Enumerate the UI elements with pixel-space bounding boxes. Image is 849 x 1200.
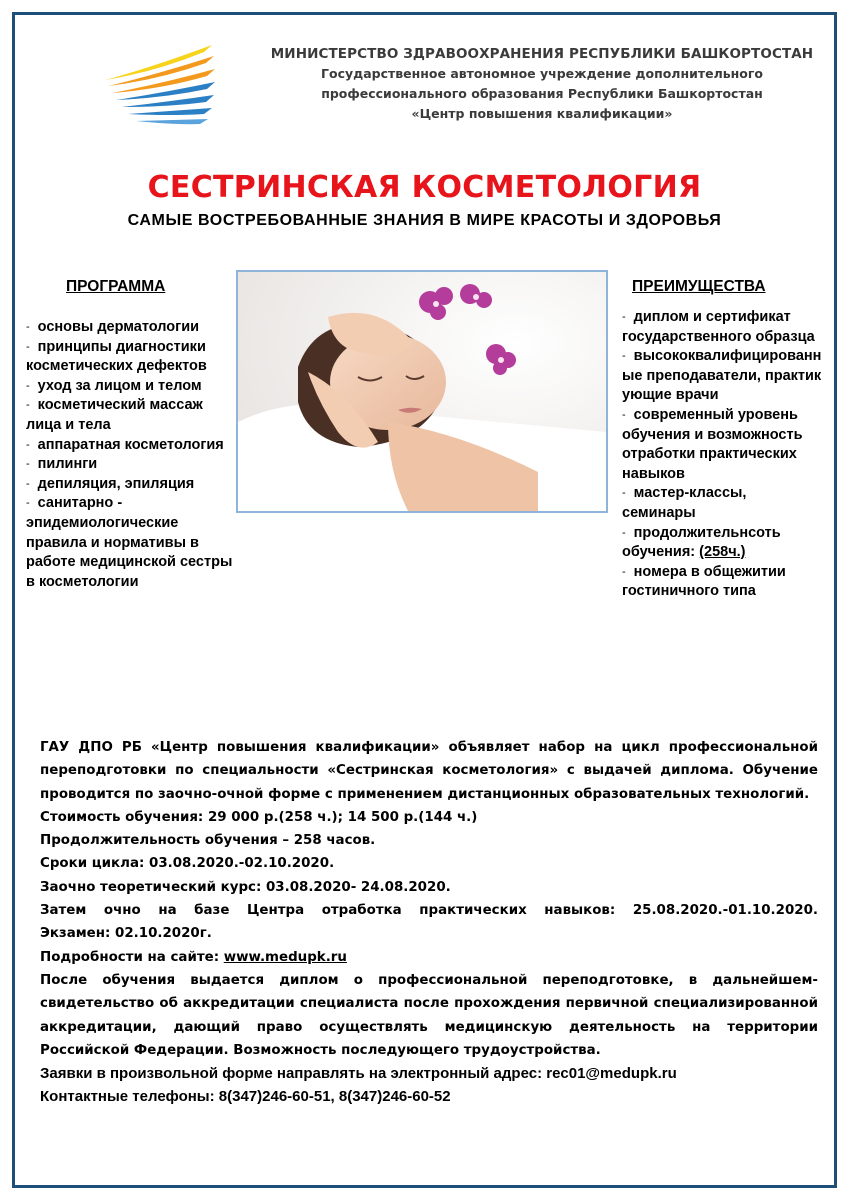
announcement-text [40,736,818,1109]
advantages-list [622,308,822,602]
site-line: Подробности на сайте: www.medupk.ru [40,949,347,965]
institution-line-2: профессионального образования Республики Башкортостан [321,86,763,101]
program-heading: ПРОГРАММА [66,278,166,295]
list-item: - основы дерматологии [26,319,200,335]
program-list [26,318,238,592]
list-item: - высококвалифицированные преподаватели, практикующие врачи [622,348,822,404]
page-subtitle: САМЫЕ ВОСТРЕБОВАННЫЕ ЗНАНИЯ В МИРЕ КРАСОТЫ И ЗДОРОВЬЯ [127,212,722,229]
list-item: - уход за лицом и телом [26,377,202,394]
exam-line: Экзамен: 02.10.2020г. [40,926,212,942]
institution-line-3: «Центр повышения квалификации» [411,106,673,121]
dates-line: Сроки цикла: 03.08.2020.-02.10.2020. [40,856,335,872]
list-item: - принципы диагностики косметических дефектов [26,338,207,375]
phones-line: Контактные телефоны: 8(347)246-60-51, 8(347)246-60-52 [40,1088,451,1106]
list-item: - мастер-классы, семинары [622,485,747,521]
list-item: - диплом и сертификат государственного образца [622,309,815,345]
cost-line: Стоимость обучения: 29 000 р.(258 ч.); 14 500 р.(144 ч.) [40,809,478,825]
institution-header [268,44,816,124]
list-item: - санитарно - эпидемиологические правила и нормативы в работе медицинской сестры в косметологии [26,495,233,590]
theory-line: Заочно теоретический курс: 03.08.2020- 24.08.2020. [40,879,451,895]
duration-line: Продолжительность обучения – 258 часов. [40,833,376,849]
institution-line-1: Государственное автономное учреждение дополнительного [321,66,763,81]
list-item: - современный уровень обучения и возможность отработки практических навыков [622,406,803,482]
list-item: - аппаратная косметология [26,436,224,453]
list-item: - продолжительнсоть обучения: (258ч.) [622,524,781,561]
practice-line: Затем очно на базе Центра отработка практических навыков: 25.08.2020.-01.10.2020. [40,903,818,919]
center-logo-icon [100,42,220,126]
site-link[interactable]: www.medupk.ru [223,949,347,965]
ministry-name: МИНИСТЕРСТВО ЗДРАВООХРАНЕНИЯ РЕСПУБЛИКИ БАШКОРТОСТАН [270,46,814,62]
list-item: - пилинги [26,456,98,473]
duration-value: (258ч.) [699,544,746,561]
list-item: - депиляция, эпиляция [26,475,195,492]
intro-paragraph: ГАУ ДПО РБ «Центр повышения квалификации» объявляет набор на цикл профессиональной переподготовки по специальности «Сестринская косметология» с выдачей диплома. Обучение проводится по заочно-очной форме с применением дистанционных образовательных технологий. [40,740,818,802]
page-title: СЕСТРИНСКАЯ КОСМЕТОЛОГИЯ [147,170,702,205]
cosmetology-massage-photo [236,270,608,513]
applications-line: Заявки в произвольной форме направлять на электронный адрес: rec01@medupk.ru [40,1065,677,1083]
list-item: - номера в общежитии гостиничного типа [622,563,786,600]
advantages-heading: ПРЕИМУЩЕСТВА [632,278,766,295]
after-paragraph: После обучения выдается диплом о профессиональной переподготовке, в дальнейшем- свидетельство об аккредитации специалиста после прохождения первичной специализированной аккредитации, дающий право осуществлять медицинскую деятельность на территории Российской Федерации. Возможность последующего трудоустройства. [40,972,818,1058]
list-item: - косметический массаж лица и тела [26,397,203,433]
